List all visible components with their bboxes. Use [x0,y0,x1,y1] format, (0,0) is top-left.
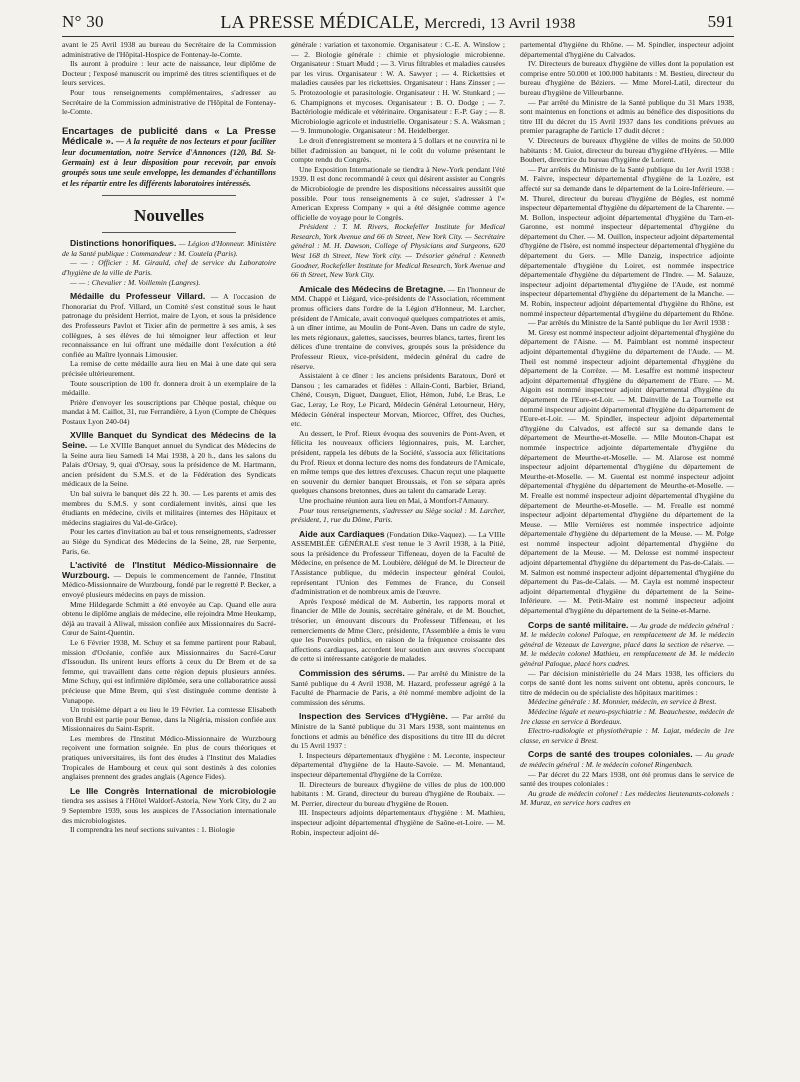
article-heading: Corps de santé militaire. [528,619,629,630]
paragraph: Au dessert, le Prof. Rieux évoqua des souvenirs de Pont-Aven, et félicita les nouveaux officiers légionnaires, puis, M. Larcher, président, rappela les débuts de la Société, s'associa aux félicitations du Prof. Rieux et donna lecture des noms des fondateurs de l'Amicale, en même temps que des lettres d'excuses. Chacun reçut une plaquette en souvenir du dernier banquet Broussais, et l'on se sépara après quelques chansons bretonnes, dues au talent du camarade Leray. [291,428,505,496]
paragraph: Mme Hildegarde Schmitt a été envoyée au Cap. Quand elle aura obtenu le diplôme anglais de médecine, elle rejoindra Mme Heukamp, déjà au travail à Aliwal, mission confiée aux Missionnaires du Sacré-Cœur de Saint-Quentin. [62,599,276,638]
encartages-title: Encartages de publicité dans « La Presse Médicale ». [62,125,276,148]
paragraph: Les membres de l'Institut Médico-Missionnaire de Wurzbourg reçoivent une formation soignée. En plus de cours théoriques et pratiques universitaires, ils font des études à l'Institut des Maladies Tropicales de Hambourg et ceux qui sont destinés à des colonies anglaises prennent des grades anglais (Agence Fides). [62,733,276,782]
article-text: tiendra ses assises à l'Hôtel Waldorf-Astoria, New York City, du 2 au 9 Septembre 1939, sous les auspices de l'Association internationale des microbiologistes. [62,796,276,825]
paragraph: Une Exposition Internationale se tiendra à New-York pendant l'été 1939. Il est donc recommandé à ceux qui désirent assister au Congrès de Microbiologie de prendre les dispositions nécessaires aussitôt que possible. Pour tous renseignements à ce sujet, s'adresser à l'« American Express Company » qui a été désignée comme agence officielle de voyage pour le Congrès. [291,164,505,222]
paragraph: Pour tous renseignements complémentaires, s'adresser au Secrétaire de la Commission administrative de l'Hôpital de Fontenay-le-Comte. [62,87,276,117]
article-text: — Au grade de médecin général : M. le médecin colonel Ringenbach. [520,750,734,769]
article-heading: Inspection des Services d'Hygiène. [299,711,448,722]
paragraph: — Par décision ministérielle du 24 Mars 1938, les officiers du corps de santé dont les noms suivent ont obtenu, après concours, le titre de médecin ou de spécialiste des hôpitaux maritimes : [520,668,734,697]
paragraph: Electro-radiologie et physiothérapie : M. Lajat, médecin de 1re classe, en service à Brest. [520,726,734,745]
article-heading: Aide aux Cardiaques [299,528,385,539]
article-heading: Amicale des Médecins de Bretagne. [299,283,446,294]
paragraph: — — : Officier : M. Girauld, chef de service du Laboratoire d'hygiène de la ville de Paris. [62,258,276,277]
page-header [62,12,734,37]
paragraph: — Par arrêtés du Ministre de la Santé publique du 1er Avril 1938 : [528,318,730,328]
paragraph: Président : T. M. Rivers, Rockefeller Institute for Medical Research, York Avenue and 66 th Street, New York City. — Secrétaire général : M. H. Dawson, College of Physicians and Surgeons, 620 West 168 th Street, New York city. — Trésorier général : Kenneth Goodner, Rockefeller Institute for Medical Research, York Avenue and 66 th Street, New York City. [291,222,505,280]
paragraph: Un bal suivra le banquet dès 22 h. 30. — Les parents et amis des membres du S.M.S. y sont cordialement invités, ainsi que les étudiants en médecine, civils et militaires (internes des Hôpitaux et médecins stagiaires du Val-de-Grâce). [62,489,276,527]
paragraph: Pour tous renseignements, s'adresser au Siège social : M. Larcher, président, 1, rue du Dôme, Paris. [291,505,505,525]
paragraph: avant le 25 Avril 1938 au bureau du Secrétaire de la Commission administrative de l'Hôpital-Hospice de Fontenay-le-Comte. [62,40,276,59]
paragraph: — Par arrêtés du Ministre de la Santé publique du 1er Avril 1938 : M. Faivre, inspecteur départemental d'hygiène de la Lozère, est affecté sur sa demande dans le département de la Loire-Inférieure. — M. Thurel, directeur du bureau d'hygiène de Bègles, est nommé inspecteur départemental d'hygiène du département de la Charente. — M. Bollon, inspecteur adjoint départemental d'hygiène du Tarn-et-Garonne, est nommé inspecteur départemental d'hygiène du département du Cher. — M. Ouillon, inspecteur adjoint départemental d'hygiène de l'Isère, est nommé inspecteur départemental d'hygiène du département du Gers. — Mlle Danzig, inspectrice adjointe départementale d'hygiène du Loiret, est nommée inspectrice départementale d'hygiène du département de l'Indre. — M. Salauze, inspecteur adjoint départemental d'hygiène de l'Aude, est nommé inspecteur départemental d'hygiène du département de la Manche. — M. Robin, inspecteur adjoint départemental d'hygiène du Rhône, est nommé inspecteur départemental d'hygiène du département du Rhône. [520,164,734,318]
paragraph: Prière d'envoyer les souscriptions par Chèque postal, chèque ou mandat à M. Caillot, 31, rue Ferrandière, à Lyon (Compte de Chèques Postaux Lyon 240-04) [62,397,276,426]
article-text: — Au grade de médecin général : M. le médecin colonel Paloque, en remplacement de M. le médecin général de Vezeaux de Lavergne, placé dans la section de réserve. — M. le médecin colonel Mathieu, en remplacement de M. le médecin général Paloque, placé hors cadres. [520,620,734,668]
article-text: — A l'occasion de l'honorariat du Prof. Villard, un Comité s'est constitué sous le haut patronage du président Herriot, maire de Lyon, et sous la présidence des Professeurs Pavlot et Tixier afin de permettre à ses amis, à ses collègues, à ses élèves de lui témoigner leur affection et leur reconnaissance en lui offrant une médaille dont l'exécution a été confiée au Maître lyonnais Limousier. [62,292,276,359]
article-text: — Par arrêté du Ministre de la Santé publique du 4 Avril 1938, M. Hazard, professeur agrégé à la Faculté de Pharmacie de Paris, a été nommé membre adjoint de la commission des sérums. [291,669,505,707]
section-title: Nouvelles [134,206,204,226]
divider [102,232,236,233]
paragraph: partemental d'hygiène du Rhône. — M. Spindler, inspecteur adjoint départemental d'hygiène du Calvados. [520,40,734,59]
article-subheading: (Fondation Dike-Vaquez). [384,529,467,539]
article-text: — Par arrêté du Ministre de la Santé publique du 31 Mars 1938, sont maintenus en fonctions et admis au bénéfice des dispositions du titre III du décret du 15 Avril 1937 : [291,712,505,751]
journal-title [62,12,734,33]
paragraph: Toute souscription de 100 fr. donnera droit à un exemplaire de la médaille. [62,378,276,398]
paragraph: Au grade de médecin colonel : Les médecins lieutenants-colonels : M. Muraz, en service hors cadres en [520,788,734,808]
issue-number: N° 30 [62,12,104,31]
paragraph: Une prochaine réunion aura lieu en Mai, à Montfort-l'Amaury. [299,495,489,505]
paragraph: Assistaient à ce dîner : les anciens présidents Baratoux, Doré et Dansou ; les camarades et fidèles : Allain-Conti, Barbier, Briand, Chéné, Cousyn, Diguet, Dauguet, Eliot, Hémon, Jubé, Le Bras, Le Gac, Leray, Le Roy, Le Picard, Médecin Général Letourneur, Héry, Médecin Général inspecteur Morvan, Miorcec, Offret, des Ouches, etc. [291,371,505,429]
article-text: — En l'honneur de MM. Chappé et Liégard, vice-présidents de l'Association, récemment promus officiers dans l'ordre de la Légion d'Honneur, M. Larcher, président de l'Amicale, avait convoqué quelques compatriotes et amis, à un dîner intime, au Moulin de Pont-Aven. Dans un cadre de style, les mets régionaux, galettes, saucisses, beurres blancs, tartes, firent les délices d'une trentaine de convives, groupés sous la présidence du Professeur Rieux, vice-président, médecin général du cadre de réserve. [291,284,505,371]
paragraph: Il comprendra les neuf sections suivantes : 1. Biologie [70,825,235,835]
article-heading: Distinctions honorifiques. [70,238,177,249]
paragraph: Un troisième départ a eu lieu le 19 Février. La comtesse Elisabeth von Bruhl est partie pour Benue, dans la Nigéria, mission confiée aux Missionnaires du Saint-Esprit. [62,705,276,734]
article-heading: Corps de santé des troupes coloniales. [528,749,693,760]
article-heading: XVIIIe Banquet du Syndicat des Médecins de la Seine. [62,430,276,451]
paragraph: Médecine générale : M. Monnier, médecin, en service à Brest. [528,697,717,707]
paragraph: Le droit d'enregistrement se montera à 5 dollars et ne couvrira ni le billet d'admission au banquet, ni le coût du volume présentant le compte rendu du Congrès. [291,135,505,165]
issue-date: Mercredi, 13 Avril 1938 [424,16,576,32]
article-heading: Le IIIe Congrès International de microbiologie [70,785,276,796]
paragraph: générale : variation et taxonomie. Organisateur : C.-E. A. Winslow ; — 2. Biologie générale : chimie et physiologie microbienne. Organisateur : Stuart Mudd ; — 3. Virus filtrables et maladies causées par les virus. Organisateur : W. A. Sawyer ; — 4. Rickettsies et maladies causées par les rickettsies. Organisateur : Hans Zinsser ; — 5. Protozoologie et parasitologie. Organisateur : H. W. Stunkard ; — 6. Champignons et mycoses. Organisateur : B. O. Dodge ; — 7. Bactériologie médicale et vétérinaire. Organisateur : F.-P. Gay ; — 8. Microbiologie agricole et industrielle. Organisateur : S. A. Waksman ; — 9. Immunologie. Organisateur : M. Heidelberger. [291,40,505,136]
paragraph: — — : Chevalier : M. Voillemin (Langres). [70,277,201,287]
paragraph: Après l'exposé médical de M. Aubertin, les rapports moral et financier de Mlle de Jounis, secrétaire générale, et de M. Bouchet, trésorier, un émouvant discours du Professeur Tiffeneau, et les remerciements de Mme Clerc, présidente, l'Assemblée a émis le vœu que les Pouvoirs publics, en raison de la fréquence croissante des affections cardiaques, accordent leur soutien aux œuvres s'occupant de cette si intéressante catégorie de malades. [291,596,505,664]
paragraph: Le 6 Février 1938, M. Schuy et sa femme partirent pour Rabaul, mission d'Océanie, confiée aux Missionnaires du Sacré-Cœur d'Issoudun. Ils unirent leurs efforts à ceux du Dr Brem et de sa femme, qui travaillent dans cette région depuis plusieurs années. Mme Schuy, qui est infirmière diplômée, sera une collaboratrice aussi précieuse que Mme Brem, qui s'est distinguée comme dentiste à Vunapope. [62,637,276,705]
paragraph: Médecine légale et neuro-psychiatrie : M. Beauchesne, médecin de 1re classe en service à Bordeaux. [520,706,734,726]
paragraph: III. Inspecteurs adjoints départementaux d'hygiène : M. Mathieu, inspecteur adjoint départemental d'hygiène de Saône-et-Loire. — M. Robin, inspecteur adjoint dé- [291,808,505,837]
paragraph: I. Inspecteurs départementaux d'hygiène : M. Leconte, inspecteur départemental d'hygiène de la Haute-Savoie. — M. Menantaud, inspecteur départemental d'hygiène de la Corrèze. [291,750,505,779]
paragraph: La remise de cette médaille aura lieu en Mai à une date qui sera précisée ultérieurement. [62,359,276,378]
paragraph: Ils auront à produire : leur acte de naissance, leur diplôme de Docteur ; l'exposé manuscrit ou imprimé des titres scientifiques et de leurs services. [62,59,276,88]
article-text: — Depuis le commencement de l'année, l'Institut Médico-Missionnaire de Wurzbourg, fondé par le regretté P. Becker, a envoyé plusieurs médecins en pays de mission. [62,570,276,599]
article-heading: L'activité de l'Institut Médico-Missionnaire de Wurzbourg. [62,560,276,580]
column-2 [291,40,505,1072]
article-text: — Légion d'Honneur. Ministère de la Santé publique : Commandeur : M. Coutela (Paris). [62,239,276,258]
article-heading: Commission des sérums. [299,668,405,678]
encartages-notice [62,127,276,189]
article-text: — Le XVIIIe Banquet annuel du Syndicat des Médecins de la Seine aura lieu Samedi 14 Mai 1938, à 20 h., dans les salons du Palais d'Orsay, 9, quai d'Orsay, sous la présidence de M. Hartmann, ancien président du S.M.S. et de la Fédération des Syndicats médicaux de la Seine. [62,441,276,489]
paragraph: IV. Directeurs de bureaux d'hygiène de villes dont la population est comprise entre 50.000 et 100.000 habitants : M. Bestieu, directeur du bureau d'hygiène de Béziers. — Mme Morel-Latil, directeur du bureau d'hygiène de Villeurbanne. [520,59,734,97]
column-1 [62,40,276,1072]
paragraph: II. Directeurs de bureaux d'hygiène de villes de plus de 100.000 habitants : M. Grand, directeur du bureau d'hygiène de Roubaix. — M. Perrier, directeur du bureau d'hygiène de Rouen. [291,779,505,808]
encartages-text: — A la requête de nos lecteurs et pour faciliter leur documentation, notre Service d'Annonces (120, Bd. St-Germain) est à leur disposition pour recevoir, par envois groupés sous une seule enveloppe, les demandes d'échantillons et les répartir entre les différents laboratoires intéressés. [62,137,276,188]
article-heading: Médaille du Professeur Villard. [70,291,206,302]
journal-name: LA PRESSE MÉDICALE, [220,12,420,32]
page-number: 591 [707,12,734,31]
paragraph: — Par arrêté du Ministre de la Santé publique du 31 Mars 1938, sont maintenus en fonctions et admis au bénéfice des dispositions du titre III du décret du 15 Avril 1937 dans les conditions prévues au premier paragraphe de l'article 17 dudit décret : [520,97,734,136]
divider [102,195,236,196]
article-text: — La VIIIe ASSEMBLÉE GÉNÉRALE s'est tenue le 3 Avril 1938, à la Pitié, sous la présidence du Professeur Tiffeneau, doyen de la Faculté de Médecine, en présence de M. Loubière, délégué de M. le Directeur de l'Assistance publique, du médecin inspecteur général Couloi, représentant l'Union des Femmes de France, du Conseil d'administration et de nombreux amis de l'œuvre. [291,529,505,597]
paragraph: Pour les cartes d'invitation au bal et tous renseignements, s'adresser au Siège du Syndicat des Médecins de la Seine, 28, rue Serpente, Paris, 6e. [62,527,276,556]
paragraph: V. Directeurs de bureaux d'hygiène de villes de moins de 50.000 habitants : M. Guiot, directeur du bureau d'hygiène d'Hyères. — Mlle Boubert, directrice du bureau d'hygiène de Lorient. [520,135,734,165]
column-3 [520,40,734,1072]
paragraph: M. Gresy est nommé inspecteur adjoint départemental d'hygiène du département de l'Aisne. — M. Paimblant est nommé inspecteur adjoint départemental d'hygiène du département de l'Aude. — M. Theil est nommé inspecteur adjoint départemental d'hygiène du département de la Corrèze. — M. Lesaffre est nommé inspecteur adjoint départemental d'hygiène du département de l'Eure. — M. Aigoin est nommé inspecteur adjoint départemental d'hygiène du département de l'Eure-et-Loir. — M. Dainville de La Tournelle est nommé inspecteur adjoint départemental d'hygiène du département de l'Eure-et-Loir. — M. Spindler, inspecteur adjoint départemental d'hygiène du Calvados, est affecté sur sa demande dans le département de Meurthe-et-Moselle. — Mlle Mouton-Chapat est nommée inspectrice adjointe départementale d'hygiène du département de Meurthe-et-Moselle. — M. Alarose est nommé inspecteur adjoint départemental d'hygiène du département de Meurthe-et-Moselle. — M. Guental est nommé inspecteur adjoint départemental d'hygiène du département de Meurthe-et-Moselle. — M. Frealle est nommé inspecteur adjoint départemental d'hygiène du département de Meurthe-et-Moselle. — M. Frealle est nommé inspecteur adjoint départemental d'hygiène du département de la Meuse. — Mlle Verniéres est nommée inspectrice adjointe départementale d'hygiène du département de la Meuse. — M. Polge est nommé inspecteur adjoint départemental d'hygiène du département de la Meuse. — M. Delosse est nommé inspecteur adjoint départemental d'hygiène du département du Pas-de-Calais. — M. Salmon est nommé inspecteur adjoint départemental d'hygiène du département du Pas-de-Calais. — M. Cayla est nommé inspecteur adjoint départemental d'hygiène du département de la Seine-Inférieure. — M. Petit-Maire est nommé inspecteur adjoint départemental d'hygiène du département de la Seine-et-Marne. [520,327,734,616]
paragraph: — Par décret du 22 Mars 1938, ont été promus dans le service de santé des troupes coloniales : [520,769,734,789]
